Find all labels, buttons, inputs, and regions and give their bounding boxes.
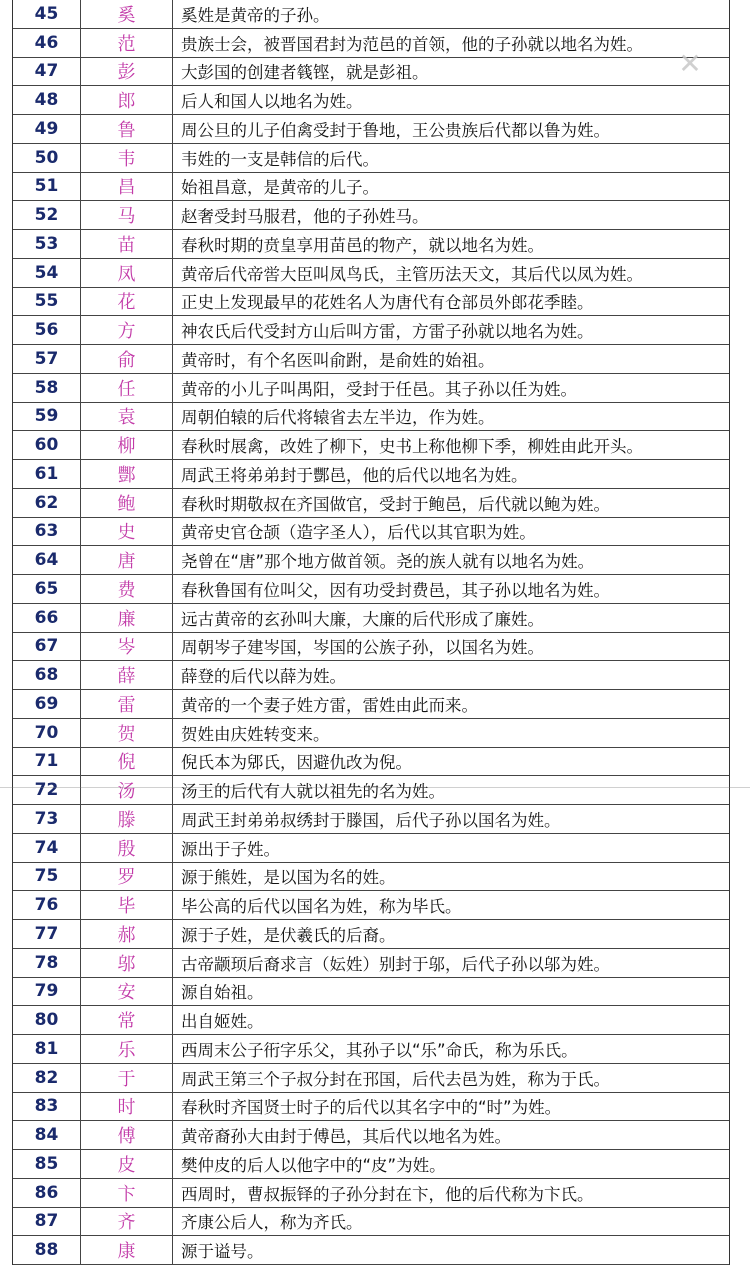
row-number: 62 (13, 489, 81, 517)
surname-cell: 廉 (81, 604, 173, 632)
row-number: 80 (13, 1006, 81, 1034)
row-number: 75 (13, 863, 81, 891)
table-row (13, 1150, 729, 1179)
row-number: 47 (13, 58, 81, 86)
table-row (13, 173, 729, 202)
row-number: 58 (13, 374, 81, 402)
surname-cell: 罗 (81, 863, 173, 891)
origin-description: 正史上发现最早的花姓名人为唐代有仓部员外郎花季睦。 (181, 293, 594, 313)
row-number: 45 (13, 0, 81, 28)
surname-cell: 史 (81, 518, 173, 546)
surname-cell: 薛 (81, 661, 173, 689)
surname-cell: 常 (81, 1006, 173, 1034)
row-number: 81 (13, 1035, 81, 1063)
surname-cell: 倪 (81, 748, 173, 776)
row-number: 79 (13, 978, 81, 1006)
surname-cell: 郝 (81, 920, 173, 948)
surname-cell: 方 (81, 316, 173, 344)
origin-description: 源出于子姓。 (181, 839, 280, 859)
origin-description: 薛登的后代以薛为姓。 (181, 667, 346, 687)
table-row (13, 661, 729, 690)
surname-cell: 彭 (81, 58, 173, 86)
origin-description: 周朝伯辕的后代将辕省去左半边，作为姓。 (181, 408, 495, 428)
close-icon[interactable]: ✕ (678, 47, 702, 80)
table-row (13, 374, 729, 403)
table-row (13, 748, 729, 777)
table-row (13, 1236, 729, 1265)
row-number: 68 (13, 661, 81, 689)
table-row (13, 403, 729, 432)
origin-description: 周朝岑子建岑国，岑国的公族子孙，以国名为姓。 (181, 638, 544, 658)
origin-description: 齐康公后人，称为齐氏。 (181, 1213, 363, 1233)
table-row (13, 259, 729, 288)
table-row (13, 1179, 729, 1208)
table-row (13, 115, 729, 144)
surname-cell: 雷 (81, 690, 173, 718)
surname-cell: 安 (81, 978, 173, 1006)
surname-cell: 乐 (81, 1035, 173, 1063)
table-row (13, 1121, 729, 1150)
row-number: 72 (13, 776, 81, 804)
surname-cell: 卞 (81, 1179, 173, 1207)
table-row (13, 0, 729, 29)
table-row (13, 288, 729, 317)
surname-cell: 唐 (81, 546, 173, 574)
surname-cell: 费 (81, 575, 173, 603)
table-row (13, 575, 729, 604)
origin-description: 源于熊姓，是以国为名的姓。 (181, 868, 396, 888)
origin-description: 尧曾在“唐”那个地方做首领。尧的族人就有以地名为姓。 (181, 552, 595, 572)
row-number: 73 (13, 805, 81, 833)
row-number: 52 (13, 201, 81, 229)
origin-description: 汤王的后代有人就以祖先的名为姓。 (181, 782, 445, 802)
origin-description: 古帝颛顼后裔求言（妘姓）别封于邬，后代子孙以邬为姓。 (181, 954, 610, 974)
surname-cell: 奚 (81, 0, 173, 28)
origin-description: 春秋时齐国贤士时子的后代以其名字中的“时”为姓。 (181, 1098, 562, 1118)
table-row (13, 431, 729, 460)
surname-cell: 范 (81, 29, 173, 57)
origin-description: 赵奢受封马服君，他的子孙姓马。 (181, 207, 429, 227)
row-number: 64 (13, 546, 81, 574)
surname-cell: 酆 (81, 460, 173, 488)
row-number: 57 (13, 345, 81, 373)
table-row (13, 1093, 729, 1122)
table-row (13, 546, 729, 575)
origin-description: 春秋鲁国有位叫父，因有功受封费邑，其子孙以地名为姓。 (181, 580, 610, 600)
table-row (13, 1006, 729, 1035)
surname-cell: 岑 (81, 633, 173, 661)
row-number: 53 (13, 230, 81, 258)
table-row (13, 1035, 729, 1064)
surname-cell: 凤 (81, 259, 173, 287)
origin-description: 春秋时展禽，改姓了柳下，史书上称他柳下季，柳姓由此开头。 (181, 437, 643, 457)
origin-description: 神农氏后代受封方山后叫方雷，方雷子孙就以地名为姓。 (181, 322, 594, 342)
origin-description: 黄帝时，有个名医叫俞跗，是俞姓的始祖。 (181, 350, 495, 370)
row-number: 49 (13, 115, 81, 143)
row-number: 71 (13, 748, 81, 776)
origin-description: 韦姓的一支是韩信的后代。 (181, 149, 379, 169)
origin-description: 毕公高的后代以国名为姓，称为毕氏。 (181, 897, 462, 917)
table-row (13, 863, 729, 892)
origin-description: 倪氏本为郳氏，因避仇改为倪。 (181, 753, 412, 773)
row-number: 76 (13, 891, 81, 919)
table-row (13, 201, 729, 230)
origin-description: 后人和国人以地名为姓。 (181, 92, 363, 112)
surname-cell: 康 (81, 1236, 173, 1264)
origin-description: 春秋时期的贲皇享用苗邑的物产，就以地名为姓。 (181, 235, 544, 255)
table-row (13, 949, 729, 978)
table-row (13, 489, 729, 518)
table-row (13, 891, 729, 920)
surname-cell: 袁 (81, 403, 173, 431)
row-number: 70 (13, 719, 81, 747)
origin-description: 西周时，曹叔振铎的子孙分封在卞，他的后代称为卞氏。 (181, 1184, 594, 1204)
row-number: 85 (13, 1150, 81, 1178)
row-number: 82 (13, 1064, 81, 1092)
row-number: 69 (13, 690, 81, 718)
row-number: 83 (13, 1093, 81, 1121)
table-row (13, 604, 729, 633)
row-number: 60 (13, 431, 81, 459)
surname-cell: 郎 (81, 86, 173, 114)
origin-description: 西周末公子衎字乐父，其孙子以“乐”命氏，称为乐氏。 (181, 1040, 578, 1060)
origin-description: 黄帝的一个妻子姓方雷，雷姓由此而来。 (181, 695, 478, 715)
surname-cell: 时 (81, 1093, 173, 1121)
origin-description: 源于子姓，是伏羲氏的后裔。 (181, 925, 396, 945)
surname-cell: 齐 (81, 1208, 173, 1236)
table-row (13, 58, 729, 87)
surname-cell: 柳 (81, 431, 173, 459)
row-number: 86 (13, 1179, 81, 1207)
surname-cell: 汤 (81, 776, 173, 804)
origin-description: 远古黄帝的玄孙叫大廉，大廉的后代形成了廉姓。 (181, 609, 544, 629)
origin-description: 周武王第三个子叔分封在邘国，后代去邑为姓，称为于氏。 (181, 1069, 610, 1089)
row-number: 51 (13, 173, 81, 201)
surname-cell: 皮 (81, 1150, 173, 1178)
row-number: 66 (13, 604, 81, 632)
surname-origin-table (12, 0, 730, 1265)
row-number: 77 (13, 920, 81, 948)
row-number: 67 (13, 633, 81, 661)
table-row (13, 690, 729, 719)
row-number: 59 (13, 403, 81, 431)
table-row (13, 834, 729, 863)
row-number: 61 (13, 460, 81, 488)
origin-description: 贵族士会，被晋国君封为范邑的首领，他的子孙就以地名为姓。 (181, 34, 643, 54)
origin-description: 黄帝裔孙大由封于傅邑，其后代以地名为姓。 (181, 1127, 511, 1147)
row-number: 87 (13, 1208, 81, 1236)
row-number: 56 (13, 316, 81, 344)
table-row (13, 316, 729, 345)
origin-description: 奚姓是黄帝的子孙。 (181, 5, 330, 25)
table-row (13, 776, 729, 805)
origin-description: 春秋时期敬叔在齐国做官，受封于鲍邑，后代就以鲍为姓。 (181, 494, 610, 514)
table-row (13, 1208, 729, 1237)
row-number: 55 (13, 288, 81, 316)
table-row (13, 230, 729, 259)
origin-description: 始祖昌意，是黄帝的儿子。 (181, 178, 379, 198)
fold-line (0, 787, 750, 788)
origin-description: 黄帝史官仓颉（造字圣人），后代以其官职为姓。 (181, 523, 536, 543)
row-number: 63 (13, 518, 81, 546)
surname-cell: 马 (81, 201, 173, 229)
row-number: 74 (13, 834, 81, 862)
row-number: 54 (13, 259, 81, 287)
row-number: 50 (13, 144, 81, 172)
surname-cell: 殷 (81, 834, 173, 862)
origin-description: 源于谥号。 (181, 1242, 264, 1262)
origin-description: 贺姓由庆姓转变来。 (181, 724, 330, 744)
table-row (13, 978, 729, 1007)
table-row (13, 144, 729, 173)
table-row (13, 633, 729, 662)
surname-cell: 邬 (81, 949, 173, 977)
surname-cell: 鲍 (81, 489, 173, 517)
origin-description: 源自始祖。 (181, 983, 264, 1003)
surname-cell: 韦 (81, 144, 173, 172)
origin-description: 周武王将弟弟封于酆邑，他的后代以地名为姓。 (181, 465, 528, 485)
table-row (13, 719, 729, 748)
origin-description: 樊仲皮的后人以他字中的“皮”为姓。 (181, 1155, 446, 1175)
surname-cell: 苗 (81, 230, 173, 258)
table-row (13, 460, 729, 489)
surname-cell: 任 (81, 374, 173, 402)
row-number: 84 (13, 1121, 81, 1149)
surname-cell: 花 (81, 288, 173, 316)
table-row (13, 1064, 729, 1093)
table-row (13, 345, 729, 374)
surname-cell: 毕 (81, 891, 173, 919)
table-row (13, 518, 729, 547)
row-number: 65 (13, 575, 81, 603)
row-number: 46 (13, 29, 81, 57)
surname-cell: 贺 (81, 719, 173, 747)
surname-cell: 于 (81, 1064, 173, 1092)
row-number: 48 (13, 86, 81, 114)
surname-cell: 滕 (81, 805, 173, 833)
origin-description: 周公旦的儿子伯禽受封于鲁地，王公贵族后代都以鲁为姓。 (181, 120, 610, 140)
table-row (13, 86, 729, 115)
origin-description: 周武王封弟弟叔绣封于滕国，后代子孙以国名为姓。 (181, 810, 561, 830)
origin-description: 大彭国的创建者篯铿，就是彭祖。 (181, 63, 429, 83)
surname-cell: 鲁 (81, 115, 173, 143)
row-number: 88 (13, 1236, 81, 1264)
row-number: 78 (13, 949, 81, 977)
table-row (13, 805, 729, 834)
surname-cell: 傅 (81, 1121, 173, 1149)
table-row (13, 29, 729, 58)
origin-description: 黄帝后代帝喾大臣叫凤鸟氏，主管历法天文，其后代以凤为姓。 (181, 264, 643, 284)
origin-description: 黄帝的小儿子叫禺阳，受封于任邑。其子孙以任为姓。 (181, 379, 577, 399)
surname-cell: 昌 (81, 173, 173, 201)
table-row (13, 920, 729, 949)
origin-description: 出自姬姓。 (181, 1012, 264, 1032)
surname-cell: 俞 (81, 345, 173, 373)
